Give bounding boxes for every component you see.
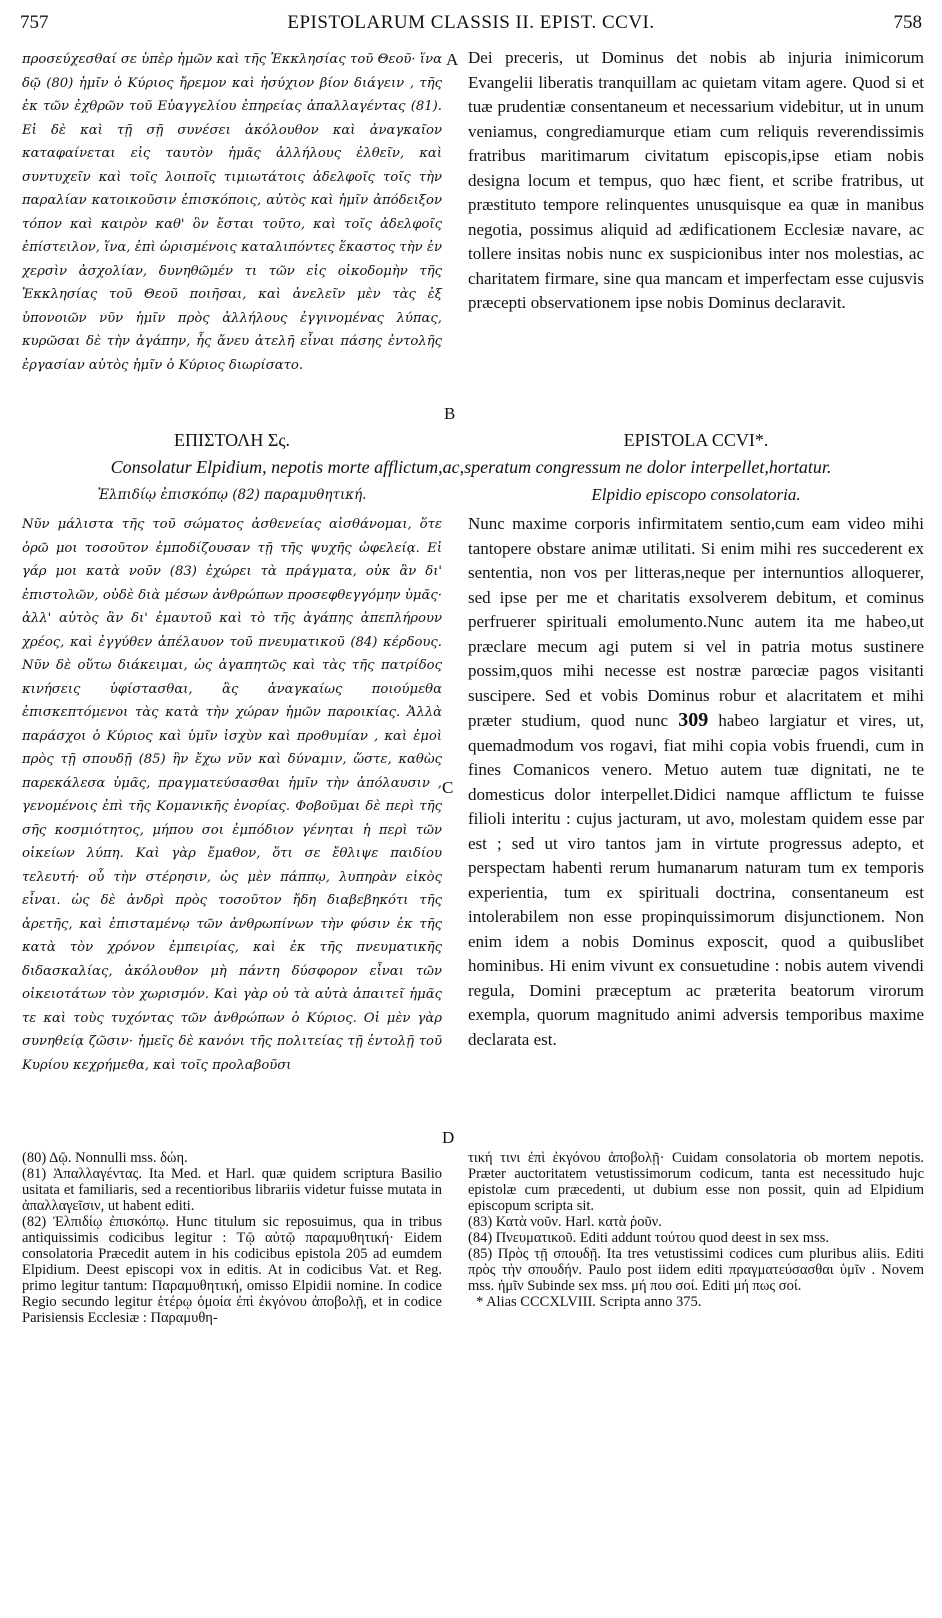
- greek-letter-heading: ΕΠΙΣΤΟΛΗ Σς.: [174, 430, 290, 450]
- running-title: EPISTOLARUM CLASSIS II. EPIST. CCVI.: [287, 12, 655, 33]
- latin-text-top: Dei preceris, ut Dominus det nobis ab injuria inimicorum Evangelii liberatis tranquillam ac quietam vitam agere. Quod si et tuæ prudentiæ consentaneum et necessarium videbitur, ut in unum veniamus, congrediamurque etiam cum reliquis reverendissimis fratribus maritimarum civitatum episcopis,ipse etiam nobis designa locum et tempus, quo hæc fient, et scribe fratribus, ut præstituto tempore relinquentes unusquisque ea quæ in manibus negotia, possimus aliquid ad ædificationem Ecclesiæ navare, ac tollere insitas nobis nunc ex suspicionibus inter nos molestias, ac charitatem firmare, sine qua mancam et imperfectam esse cujusvis præcepti observationem ipse nobis Dominus declaravit.: [468, 48, 924, 312]
- footnote-82: (82) Ἐλπιδίῳ ἐπισκόπῳ. Hunc titulum sic reposuimus, qua in tribus antiquissimis codicibus legitur : Τῷ αὐτῷ παραμυθητική· Eidem consolatoria Præcedit autem in his codicibus epistola 205 ad eumdem Elpidium. Deest episcopi vox in editis. At in codicibus Vat. et Reg. primo legitur tantum: Παραμυθητική, omisso Elpidii nomine. In codice Regio secundo legitur ἑτέρῳ ὁμοία ἐπὶ ἐκγόνου ἀποβολῇ, et in codice Parisiensis Ecclesiæ : Παραμυθη-: [22, 1214, 442, 1326]
- latin-letter-heading: EPISTOLA CCVI*.: [623, 430, 769, 450]
- letter-summary: Consolatur Elpidium, nepotis morte afflictum,ac,speratum congressum ne dolor interpellet,hortatur.: [110, 457, 832, 477]
- footnote-81: (81) Ἀπαλλαγέντας. Ita Med. et Harl. quæ quidem scriptura Basilio usitata et familiaris, sed a recentioribus librariis videtur fuisse mutata in ἀπαλλαγεῖσιν, ut habent editi.: [22, 1166, 442, 1214]
- page-number-right: 758: [893, 12, 922, 33]
- greek-text-top: προσεύχεσθαί σε ὑπὲρ ἡμῶν καὶ τῆς Ἐκκλησίας τοῦ Θεοῦ· ἵνα δῷ (80) ἡμῖν ὁ Κύριος ἤρεμον καὶ ἡσύχιον βίον διάγειν , τῆς ἐκ τῶν ἐχθρῶν τοῦ Εὐαγγελίου ἐπηρείας ἀπαλλαγέντας (81). Εἰ δὲ καὶ τῇ σῇ συνέσει ἀκόλουθον καὶ ἀναγκαῖον καταφαίνεται εἰς ταυτὸν ἡμᾶς ἀλλήλους ἐλθεῖν, καὶ συντυχεῖν καὶ τοῖς λοιποῖς τιμιωτάτοις ἀδελφοῖς τοῖς τὴν παραλίαν κατοικοῦσιν ἐπισκόποις, αὐτὸς καὶ ἡμῖν ἀπόδειξον τόπον καὶ καιρὸν καθ' ὃν ἔσται τοῦτο, καὶ τοῖς ἀδελφοῖς ἐπίστειλον, ἵνα, ἐπὶ ὡρισμένοις καταλιπόντες ἕκαστος τὴν ἐν χερσὶν ἀσχολίαν, δυνηθῶμέν τι τῶν εἰς οἰκοδομὴν τῆς Ἐκκλησίας τοῦ Θεοῦ ποιῆσαι, καὶ ἀνελεῖν μὲν τὰς ἐξ ὑπονοιῶν νῦν ἡμῖν πρὸς ἀλλήλους ἐγγινομένας λύπας, κυρῶσαι δὲ τὴν ἀγάπην, ἧς ἄνευ ἀτελῆ εἶναι πάσης ἐντολῆς ἐργασίαν αὐτὸς ἡμῖν ὁ Κύριος διωρίσατο.: [22, 52, 442, 373]
- margin-marker-b: B: [444, 404, 456, 423]
- latin-letter-body: [468, 512, 924, 1052]
- latin-body-part-2: habeo largiatur et vires, ut, quemadmodum vos rogavi, fiat mihi copia vobis fruendi, cum in fines Comanicos venero. Metuo autem tuæ dignitati, ne te domesticus dolor interpellet.Didici namque afflictum te fuisse filioli interitu : cujus jacturam, ut avo, molestam quidem esse par est ; sed ut viro tantos jam in virtute progressus adepto, et perspectam habenti rerum humanarum naturam tum ex temporis experientia, tum ex spirituali doctrina, consentaneum est intolerabilem non esse propinquissimorum disjunctionem. Non enim idem a nobis Dominus exposcit, quod a quibuslibet hominibus. Hi enim vivunt ex consuetudine : nobis autem vivendi regula, Domini præceptum ac præterita beatorum virorum exempla, quorum magnitudo animi adversis temporibus maxime declarata est.: [468, 711, 925, 1049]
- running-header: [20, 12, 922, 38]
- margin-marker-a: A: [446, 50, 459, 69]
- latin-body-part-1: Nunc maxime corporis infirmitatem sentio,cum eam video mihi tantopere obstare animæ utilitati. Si enim mihi res succederent ex sententia, non vos per litteras,neque per internuntios alloquerer, sed ipse per me et charitatis exsolverem debitum, et cominus perfruerer spirituali emolumento.Nunc autem ita me habeo,ut præclare mecum agi putem si vel in patria motus sustinere possim,quos mihi necesse est nostræ parœciæ pagos visitanti suscipere. Sed et vobis Dominus robur et alacritatem et mihi præter studium, quod nunc: [468, 514, 924, 730]
- latin-address: Elpidio episcopo consolatoria.: [591, 485, 801, 504]
- footnote-80: (80) Δῷ. Nonnulli mss. δώη.: [22, 1150, 188, 1166]
- greek-letter-body: Νῦν μάλιστα τῆς τοῦ σώματος ἀσθενείας αἰσθάνομαι, ὅτε ὁρῶ μοι τοσοῦτον ἐμποδίζουσαν τῇ τῆς ψυχῆς ὠφελείᾳ. Εἰ γάρ μοι κατὰ νοῦν (83) ἐχώρει τὰ πράγματα, οὐκ ἂν δι' ἐπιστολῶν, οὐδὲ διὰ μέσων ἀνθρώπων προσεφθεγγόμην ὑμᾶς· ἀλλ' αὐτὸς ἂν δι' ἐμαυτοῦ καὶ τὸ τῆς ἀγάπης ἀπεπλήρουν χρέος, καὶ ἐγγύθεν ἀπέλαυον τοῦ πνευματικοῦ (84) κέρδους. Νῦν δὲ οὕτω διάκειμαι, ὡς ἀγαπητῶς καὶ τὰς τῆς πατρίδος κινήσεις ὑφίστασθαι, ἃς ἀναγκαίως ποιούμεθα ἐπισκεπτόμενοι τὰς κατὰ τὴν χώραν ἡμῶν παροικίας. Ἀλλὰ παράσχοι ὁ Κύριος καὶ ὑμῖν ἰσχὺν καὶ προθυμίαν , καὶ ἐμοὶ πρὸς τῇ σπουδῇ (85) ἣν ἔχω νῦν καὶ δύναμιν, ὥστε, καθὼς παρεκάλεσα ὑμᾶς, πραγματεύσασθαι ἡμῖν τὴν ἀπόλαυσιν , γενομένοις ἐπὶ τῆς Κομανικῆς ἐνορίας. Φοβοῦμαι δὲ περὶ τῆς σῆς κοσμιότητος, μήπου σοι ἐμπόδιον γένηται ἡ περὶ τῶν οἰκείων λύπη. Καὶ γὰρ ἔμαθον, ὅτι σε ἔθλιψε παιδίου τελευτή· οὗ τὴν στέρησιν, ὡς μὲν πάππῳ, λυπηρὰν εἰκὸς εἶναι. ὡς δὲ ἀνδρὶ πρὸς τοσοῦτον ἤδη διαβεβηκότι τῆς ἀρετῆς, καὶ ἐπισταμένῳ τῶν ἀνθρωπίνων τὴν φύσιν ἐκ τῆς κατὰ τὸν χρόνον ἐμπειρίας, καὶ ἐκ τῆς πνευματικῆς διδασκαλίας, ἀκόλουθον μὴ πάντη δύσφορον εἶναι τῶν οἰκειοτάτων τὸν χωρισμόν. Καὶ γὰρ οὐ τὰ αὐτὰ ἀπαιτεῖ ἡμᾶς τε καὶ τοὺς τυχόντας τῶν ἀνθρώπων ὁ Κύριος. Οἱ μὲν γὰρ συνηθείᾳ ζῶσιν· ἡμεῖς δὲ κανόνι τῆς πολιτείας τῇ ἐντολῇ τοῦ Κυρίου κεχρήμεθα, καὶ τοῖς προλαβοῦσι: [22, 517, 442, 1073]
- footnote-alias: * Alias CCCXLVIII. Scripta anno 375.: [476, 1294, 702, 1310]
- greek-address: Ἐλπιδίῳ ἐπισκόπῳ (82) παραμυθητική.: [97, 487, 367, 503]
- margin-marker-c: C: [442, 778, 454, 797]
- page-reference-number: 309: [678, 709, 709, 731]
- footnotes-right: [468, 1150, 924, 1310]
- margin-marker-d: D: [442, 1128, 455, 1147]
- footnote-85: (85) Πρὸς τῇ σπουδῇ. Ita tres vetustissimi codices cum pluribus aliis. Editi πρὸς τὴν σπουδήν. Paulo post iidem editi πραγματεύσασθαι ὑμῖν . Novem mss. ἡμῖν Subinde sex mss. μή που σοί. Editi μή πως σοί.: [468, 1246, 924, 1294]
- page-number-left: 757: [20, 12, 49, 33]
- footnotes-left: [22, 1150, 442, 1326]
- footnote-83: (83) Κατὰ νοῦν. Harl. κατὰ ῥοῦν.: [468, 1214, 662, 1230]
- footnote-82-continued: τική τινι ἐπὶ ἐκγόνου ἀποβολῇ· Cuidam consolatoria ob mortem nepotis. Præter auctoritatem vetustissimorum codicum, tanta est necessitudo hujc epistolæ cum præcedenti, ut dubium esse non possit, quin ad Elpidium episcopum scripta sit.: [468, 1150, 924, 1214]
- footnote-84: (84) Πνευματικοῦ. Editi addunt τούτου quod deest in sex mss.: [468, 1230, 829, 1246]
